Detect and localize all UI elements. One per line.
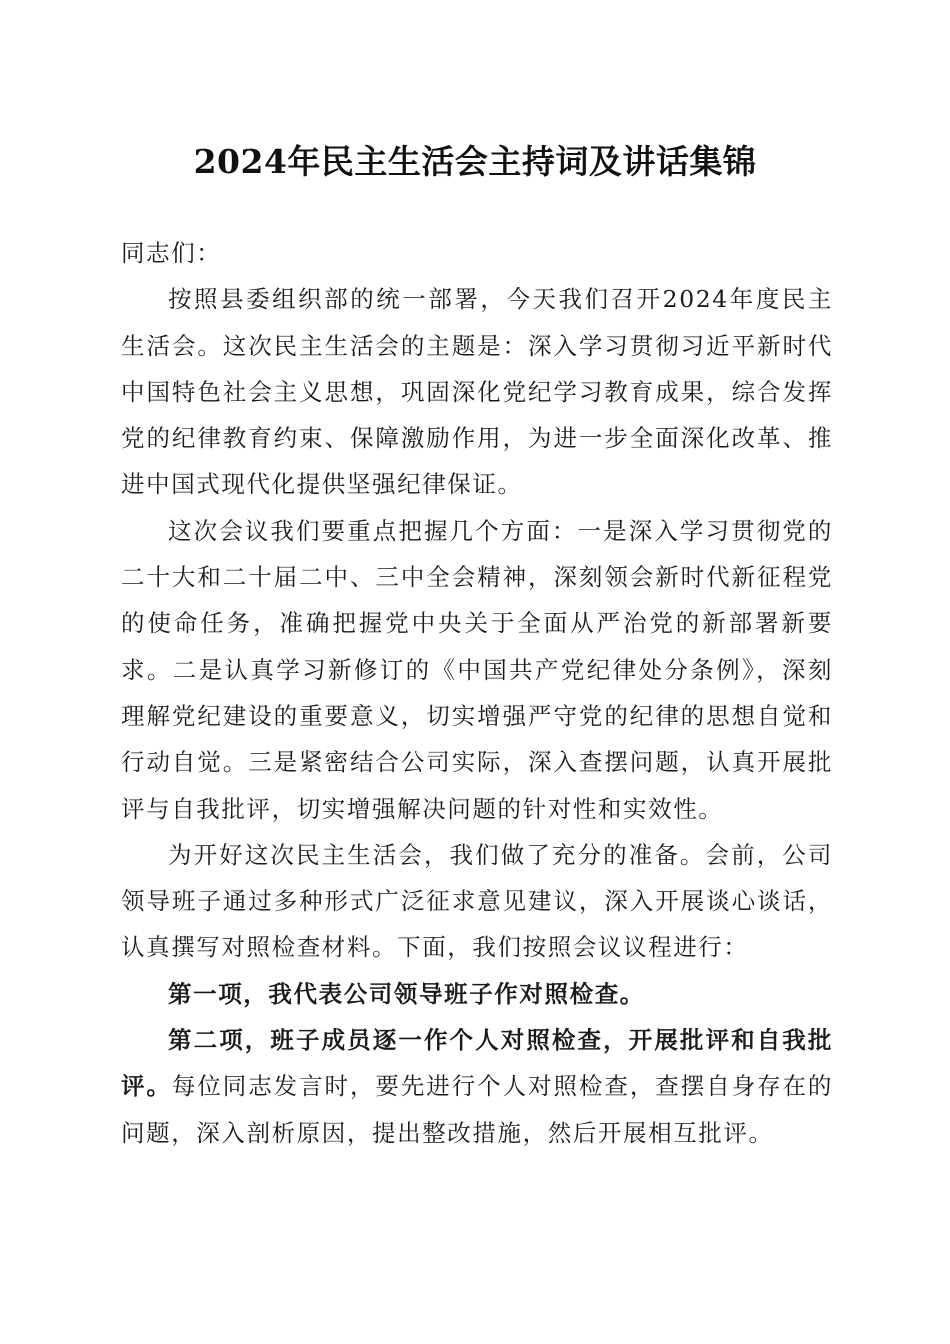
document-title: 2024年民主生活会主持词及讲话集锦 [193,142,757,181]
paragraph-item-two [121,1017,833,1156]
item-two-lead: 第二项，班子成员逐一作个人对照检查，开展批评和自我批评。 [121,1026,833,1101]
paragraph-preparation: 为开好这次民主生活会，我们做了充分的准备。会前，公司领导班子通过多种形式广泛征求意见建议，深入开展谈心谈话，认真撰写对照检查材料。下面，我们按照会议议程进行： [121,840,833,962]
salutation: 同志们： [121,239,222,267]
paragraph-focus-points: 这次会议我们要重点把握几个方面：一是深入学习贯彻党的二十大和二十届二中、三中全会精神，深刻领会新时代新征程党的使命任务，准确把握党中央关于全面从严治党的新部署新要求。二是认真学习新修订的《中国共产党纪律处分条例》，深刻理解党纪建设的重要意义，切实增强严守党的纪律的思想自觉和行动自觉。三是紧密结合公司实际，深入查摆问题，认真开展批评与自我批评，切实增强解决问题的针对性和实效性。 [121,516,833,823]
paragraph-item-one: 第一项，我代表公司领导班子作对照检查。 [168,979,645,1008]
item-two-rest: 每位同志发言时，要先进行个人对照检查，查摆自身存在的问题，深入剖析原因，提出整改措施，然后开展相互批评。 [121,1072,833,1147]
paragraph-intro: 按照县委组织部的统一部署，今天我们召开2024年度民主生活会。这次民主生活会的主题是：深入学习贯彻习近平新时代中国特色社会主义思想，巩固深化党纪学习教育成果，综合发挥党的纪律教育约束、保障激励作用，为进一步全面深化改革、推进中国式现代化提供坚强纪律保证。 [121,285,833,499]
document-body [121,230,833,1156]
